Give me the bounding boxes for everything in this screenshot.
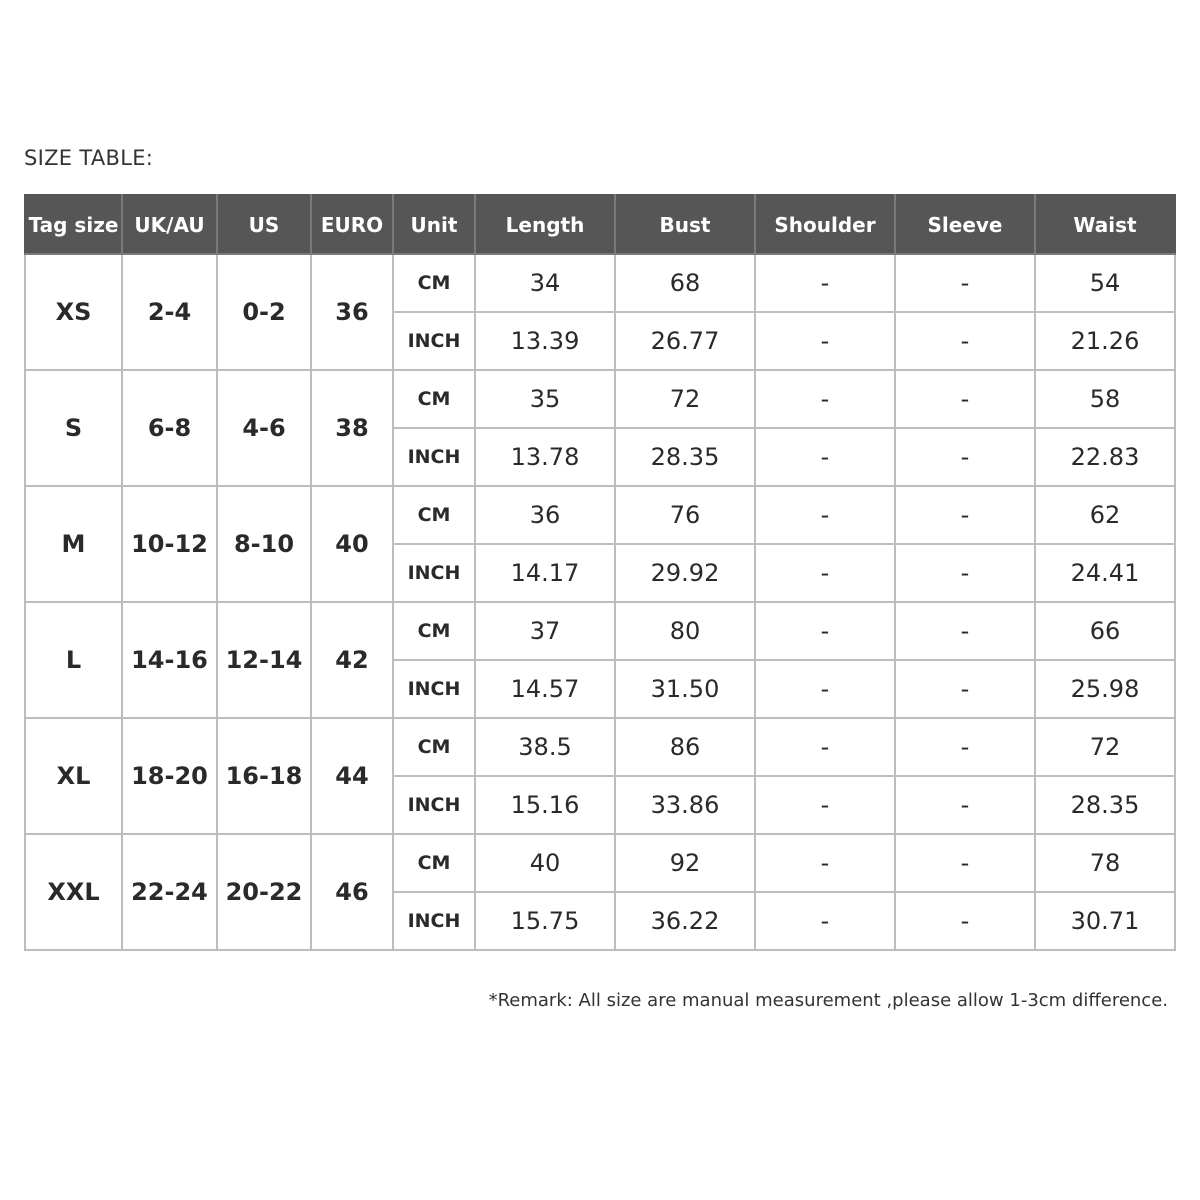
us-cell: 16-18 (217, 718, 311, 834)
header-sleeve: Sleeve (895, 195, 1035, 254)
uk-au-cell: 22-24 (122, 834, 217, 950)
table-body (25, 254, 1175, 950)
shoulder-cell: - (755, 660, 895, 718)
waist-cell: 21.26 (1035, 312, 1175, 370)
length-cell: 15.16 (475, 776, 615, 834)
page-title: SIZE TABLE: (24, 146, 154, 170)
unit-cell: INCH (393, 660, 475, 718)
waist-cell: 58 (1035, 370, 1175, 428)
unit-cell: INCH (393, 428, 475, 486)
length-cell: 40 (475, 834, 615, 892)
tag-size-cell: M (25, 486, 122, 602)
waist-cell: 72 (1035, 718, 1175, 776)
uk-au-cell: 18-20 (122, 718, 217, 834)
table-row (25, 718, 1175, 776)
header-tag-size: Tag size (25, 195, 122, 254)
waist-cell: 25.98 (1035, 660, 1175, 718)
uk-au-cell: 14-16 (122, 602, 217, 718)
tag-size-cell: XXL (25, 834, 122, 950)
shoulder-cell: - (755, 718, 895, 776)
bust-cell: 72 (615, 370, 755, 428)
sleeve-cell: - (895, 660, 1035, 718)
remark-note: *Remark: All size are manual measurement ,please allow 1-3cm difference. (488, 990, 1168, 1011)
shoulder-cell: - (755, 544, 895, 602)
shoulder-cell: - (755, 602, 895, 660)
us-cell: 12-14 (217, 602, 311, 718)
header-bust: Bust (615, 195, 755, 254)
waist-cell: 22.83 (1035, 428, 1175, 486)
table-row (25, 370, 1175, 428)
waist-cell: 66 (1035, 602, 1175, 660)
uk-au-cell: 10-12 (122, 486, 217, 602)
bust-cell: 28.35 (615, 428, 755, 486)
length-cell: 14.17 (475, 544, 615, 602)
tag-size-cell: S (25, 370, 122, 486)
unit-cell: CM (393, 602, 475, 660)
length-cell: 13.78 (475, 428, 615, 486)
header-us: US (217, 195, 311, 254)
length-cell: 38.5 (475, 718, 615, 776)
bust-cell: 80 (615, 602, 755, 660)
waist-cell: 54 (1035, 254, 1175, 312)
shoulder-cell: - (755, 486, 895, 544)
sleeve-cell: - (895, 602, 1035, 660)
waist-cell: 78 (1035, 834, 1175, 892)
euro-cell: 44 (311, 718, 393, 834)
shoulder-cell: - (755, 312, 895, 370)
table-header-row (25, 195, 1175, 254)
waist-cell: 62 (1035, 486, 1175, 544)
tag-size-cell: L (25, 602, 122, 718)
size-table (24, 194, 1176, 951)
unit-cell: INCH (393, 776, 475, 834)
uk-au-cell: 2-4 (122, 254, 217, 370)
header-unit: Unit (393, 195, 475, 254)
us-cell: 20-22 (217, 834, 311, 950)
bust-cell: 86 (615, 718, 755, 776)
us-cell: 4-6 (217, 370, 311, 486)
bust-cell: 33.86 (615, 776, 755, 834)
sleeve-cell: - (895, 544, 1035, 602)
table-row (25, 602, 1175, 660)
uk-au-cell: 6-8 (122, 370, 217, 486)
euro-cell: 38 (311, 370, 393, 486)
table-row (25, 254, 1175, 312)
header-shoulder: Shoulder (755, 195, 895, 254)
us-cell: 0-2 (217, 254, 311, 370)
waist-cell: 24.41 (1035, 544, 1175, 602)
shoulder-cell: - (755, 254, 895, 312)
waist-cell: 28.35 (1035, 776, 1175, 834)
unit-cell: CM (393, 486, 475, 544)
header-length: Length (475, 195, 615, 254)
bust-cell: 76 (615, 486, 755, 544)
length-cell: 15.75 (475, 892, 615, 950)
header-waist: Waist (1035, 195, 1175, 254)
table-row (25, 834, 1175, 892)
table-row (25, 486, 1175, 544)
tag-size-cell: XS (25, 254, 122, 370)
bust-cell: 29.92 (615, 544, 755, 602)
unit-cell: INCH (393, 312, 475, 370)
bust-cell: 36.22 (615, 892, 755, 950)
length-cell: 35 (475, 370, 615, 428)
shoulder-cell: - (755, 834, 895, 892)
sleeve-cell: - (895, 254, 1035, 312)
unit-cell: CM (393, 718, 475, 776)
header-uk-au: UK/AU (122, 195, 217, 254)
length-cell: 13.39 (475, 312, 615, 370)
unit-cell: INCH (393, 544, 475, 602)
euro-cell: 36 (311, 254, 393, 370)
sleeve-cell: - (895, 370, 1035, 428)
shoulder-cell: - (755, 892, 895, 950)
us-cell: 8-10 (217, 486, 311, 602)
bust-cell: 31.50 (615, 660, 755, 718)
sleeve-cell: - (895, 834, 1035, 892)
length-cell: 37 (475, 602, 615, 660)
length-cell: 14.57 (475, 660, 615, 718)
unit-cell: CM (393, 834, 475, 892)
waist-cell: 30.71 (1035, 892, 1175, 950)
bust-cell: 26.77 (615, 312, 755, 370)
unit-cell: CM (393, 370, 475, 428)
sleeve-cell: - (895, 776, 1035, 834)
sleeve-cell: - (895, 892, 1035, 950)
euro-cell: 46 (311, 834, 393, 950)
shoulder-cell: - (755, 428, 895, 486)
euro-cell: 40 (311, 486, 393, 602)
bust-cell: 92 (615, 834, 755, 892)
unit-cell: INCH (393, 892, 475, 950)
sleeve-cell: - (895, 312, 1035, 370)
sleeve-cell: - (895, 486, 1035, 544)
header-euro: EURO (311, 195, 393, 254)
sleeve-cell: - (895, 718, 1035, 776)
tag-size-cell: XL (25, 718, 122, 834)
shoulder-cell: - (755, 370, 895, 428)
length-cell: 34 (475, 254, 615, 312)
bust-cell: 68 (615, 254, 755, 312)
euro-cell: 42 (311, 602, 393, 718)
shoulder-cell: - (755, 776, 895, 834)
sleeve-cell: - (895, 428, 1035, 486)
length-cell: 36 (475, 486, 615, 544)
unit-cell: CM (393, 254, 475, 312)
